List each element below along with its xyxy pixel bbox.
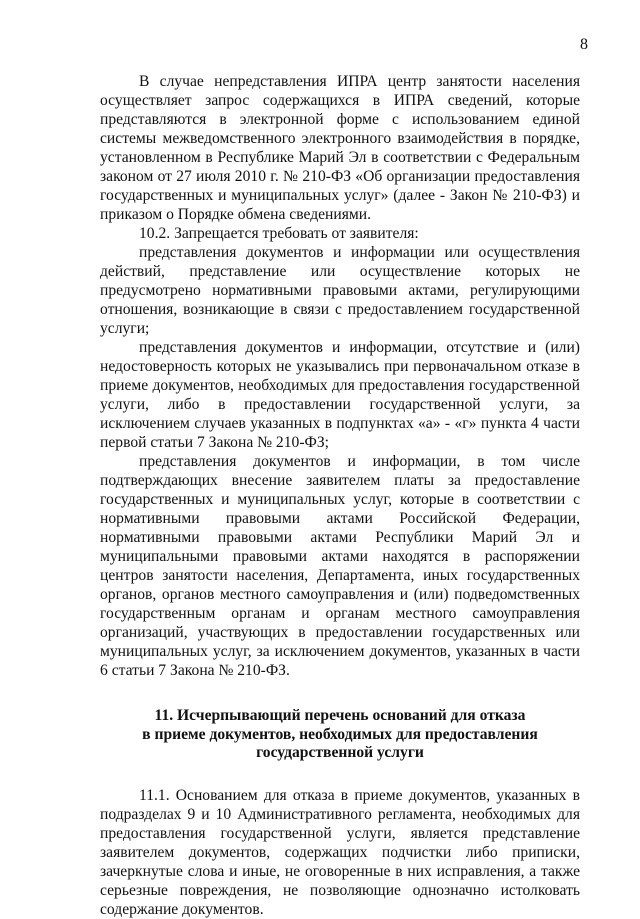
document-body — [100, 72, 580, 919]
page-number: 8 — [580, 36, 588, 53]
section-heading-11 — [100, 707, 580, 763]
heading-line-2: в приеме документов, необходимых для предоставления — [142, 725, 538, 743]
heading-line-3: государственной услуги — [256, 744, 424, 761]
paragraph-11-1: 11.1. Основанием для отказа в приеме документов, указанных в подразделах 9 и 10 Административного регламента, необходимых для предоставления государственной услуги, является представление заявителем документов, содержащих подчистки либо приписки, зачеркнутые слова и иные, не оговоренные в них исправления, а также серьезные повреждения, не позволяющие однозначно истолковать содержание документов. — [100, 786, 580, 918]
heading-line-1: 11. Исчерпывающий перечень оснований для отказа — [154, 707, 526, 724]
paragraph-prohibited-held-documents: представления документов и информации, в том числе подтверждающих внесение заявителем платы за предоставление государственных и муниципальных услуг, которые в соответствии с нормативными правовыми актами Российской Федерации, нормативными правовыми актами Республики Марий Эл и муниципальными правовыми актами находятся в распоряжении центров занятости населения, Департамента, иных государственных органов, органов местного самоуправления и (или) подведомственных государственным органам и органам местного самоуправления организаций, участвующих в предоставлении государственных или муниципальных услуг, за исключением документов, указанных в части 6 статьи 7 Закона № 210-ФЗ. — [100, 453, 580, 679]
paragraph-10-2: 10.2. Запрещается требовать от заявителя: — [139, 225, 419, 242]
paragraph-prohibited-documents-actions: представления документов и информации или осуществления действий, представление или осуществление которых не предусмотрено нормативными правовыми актами, регулирующими отношения, возникающие в связи с предоставлением государственной услуги; — [100, 244, 580, 337]
paragraph-ipra-request: В случае непредставления ИПРА центр занятости населения осуществляет запрос содержащихся в ИПРА сведений, которые представляются в электронной форме с использованием единой системы межведомственного электронного взаимодействия в порядке, установленном в Республике Марий Эл в соответствии с Федеральным законом от 27 июля 2010 г. № 210-ФЗ «Об организации предоставления государственных и муниципальных услуг» (далее - Закон № 210-ФЗ) и приказом о Порядке обмена сведениями. — [100, 73, 580, 223]
paragraph-prohibited-missing-documents: представления документов и информации, отсутствие и (или) недостоверность которых не указывались при первоначальном отказе в приеме документов, необходимых для предоставления государственной услуги, либо в предоставлении государственной услуги, за исключением случаев указанных в подпунктах «а» - «г» пункта 4 части первой статьи 7 Закона № 210-ФЗ; — [100, 339, 580, 451]
